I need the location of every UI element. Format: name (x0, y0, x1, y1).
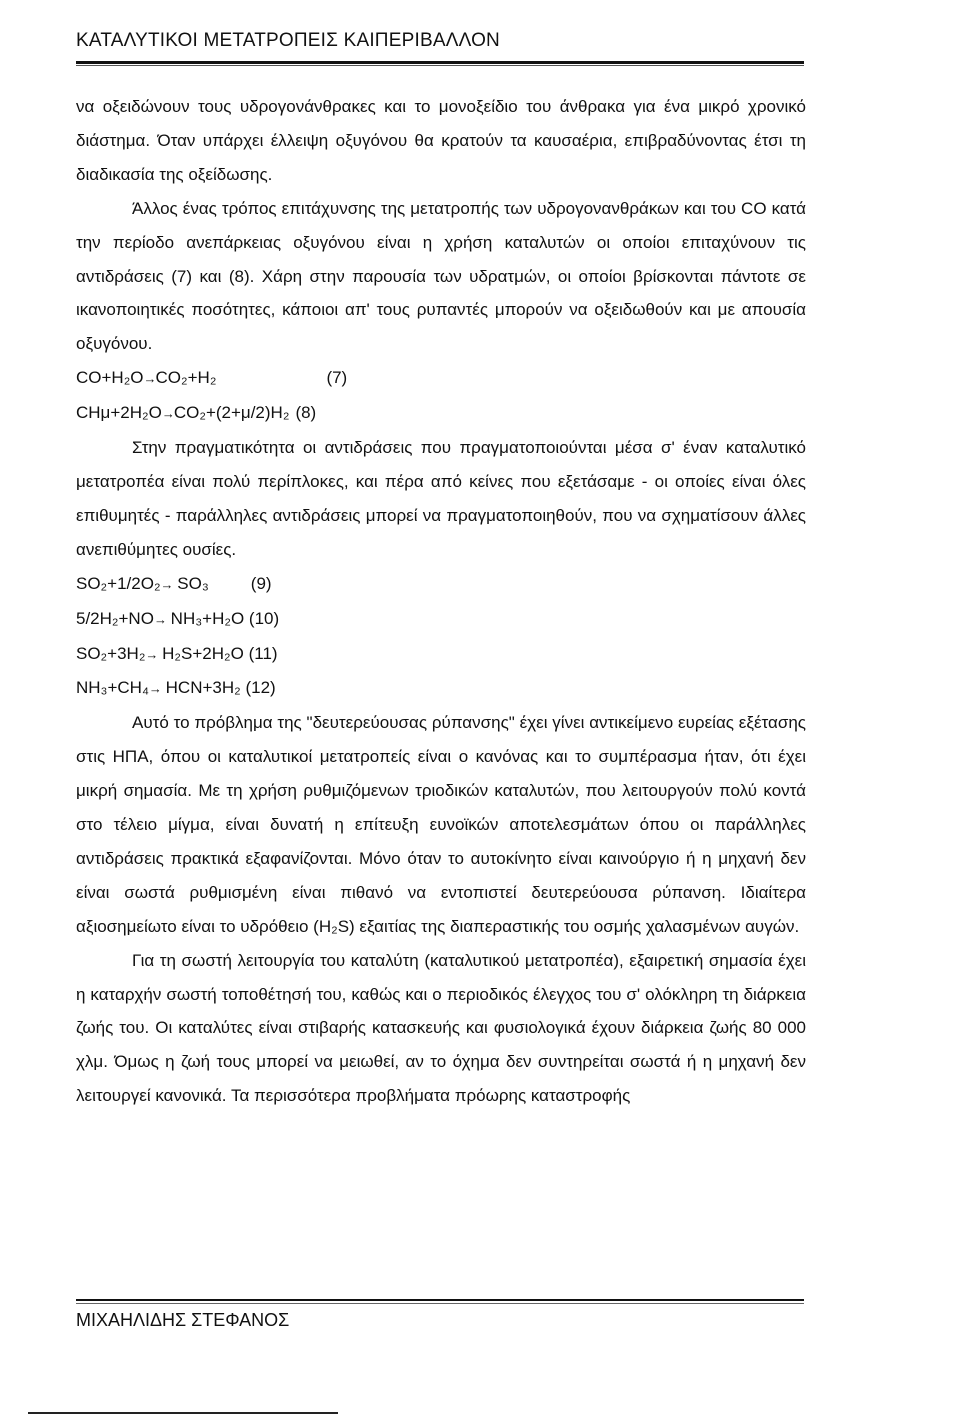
eq12-number: (12) (245, 678, 276, 698)
eq9-number: (9) (250, 573, 272, 593)
equation-9 (76, 567, 806, 602)
eq8-right: CO₂+(2+μ/2)H₂ (173, 403, 290, 423)
paragraph-4: Αυτό το πρόβλημα της "δευτερεύουσας ρύπανσης" έχει γίνει αντικείμενο ευρείας εξέτασης στις ΗΠΑ, όπου οι καταλυτικοί μετατροπείς είναι ο κανόνας και το συμπέρασμα ήταν, ότι έχει μικρή σημασία. Με τη χρήση ρυθμιζόμενων τριοδικών καταλυτών, που λειτουργούν πολύ κοντά στο τέλειο μίγμα, είναι δυνατή η επίτευξη ευνοϊκών αποτελεσμάτων όπου οι παράλληλες αντιδράσεις πρακτικά εξαφανίζονται. Μόνο όταν το αυτοκίνητο είναι καινούργιο ή η μηχανή δεν είναι σωστά ρυθμισμένη είναι πιθανό να εντοπιστεί δευτερεύουσα ρύπανση. Ιδιαίτερα αξιοσημείωτο είναι το υδρόθειο (H₂S) εξαιτίας της διαπεραστικής του οσμής χαλασμένων αυγών. (76, 713, 806, 936)
page-body (76, 90, 806, 1113)
eq9-arrow: → (160, 576, 173, 592)
eq11-right: H₂S+2H₂O (162, 643, 244, 663)
eq10-left: 5/2H₂+NO (76, 608, 154, 628)
header-rule-thin (76, 65, 804, 66)
eq8-arrow: → (161, 406, 174, 422)
paragraph-5: Για τη σωστή λειτουργία του καταλύτη (καταλυτικού μετατροπέα), εξαιρετική σημασία έχει η καταρχήν σωστή τοποθέτησή του, καθώς και ο περιοδικός έλεγχος του σ' ολόκληρη τη διάρκεια ζωής του. Οι καταλύτες είναι στιβαρής κατασκευής και φυσιολογικά έχουν διάρκεια ζωής 80 000 χλμ. Όμως η ζωή τους μπορεί να μειωθεί, αν το όχημα δεν συντηρείται σωστά ή η μηχανή δεν λειτουργεί κανονικά. Τα περισσότερα προβλήματα πρόωρης καταστροφής (76, 950, 806, 1106)
scan-edge-line (28, 1412, 338, 1414)
eq7-right: CO₂+H₂ (155, 368, 217, 388)
paragraph-2: Άλλος ένας τρόπος επιτάχυνσης της μετατροπής των υδρογονανθράκων και του CO κατά την περίοδο ανεπάρκειας οξυγόνου είναι η χρήση καταλυτών οι οποίοι επιταχύνουν τις αντιδράσεις (7) και (8). Χάρη στην παρουσία των υδρατμών, οι οποίοι βρίσκονται πάντοτε σε ικανοποιητικές ποσότητες, κάποιοι απ' τους ρυπαντές μπορούν να οξειδωθούν και με απουσία οξυγόνου. (76, 198, 806, 354)
eq10-right: NH₃+H₂O (170, 608, 245, 628)
paragraph-1: να οξειδώνουν τους υδρογονάνθρακες και το μονοξείδιο του άνθρακα για ένα μικρό χρονικό διάστημα. Όταν υπάρχει έλλειψη οξυγόνου θα κρατούν τα καυσαέρια, επιβραδύνοντας έτσι τη διαδικασία της οξείδωσης. (76, 97, 806, 184)
eq10-number: (10) (248, 608, 280, 628)
header-rule (76, 61, 804, 64)
eq7-left: CO+H₂O (76, 368, 144, 388)
eq11-arrow: → (145, 646, 158, 662)
eq12-right: HCN+3H₂ (165, 678, 241, 698)
running-footer-author: ΜΙΧΑΗΛΙΔΗΣ ΣΤΕΦΑΝΟΣ (76, 1310, 290, 1330)
equation-10 (76, 602, 806, 637)
eq8-number: (8) (295, 403, 317, 423)
eq12-left: NH₃+CH₄ (76, 678, 149, 698)
running-header: ΚΑΤΑΛΥΤΙΚΟΙ ΜΕΤΑΤΡΟΠΕΙΣ ΚΑΙΠΕΡΙΒΑΛΛΟΝ (76, 30, 500, 51)
eq10-arrow: → (153, 611, 166, 627)
eq12-arrow: → (148, 681, 161, 697)
footer-rule-thin (76, 1303, 804, 1304)
footer-rule (76, 1299, 804, 1301)
eq11-number: (11) (248, 643, 278, 663)
equation-12 (76, 671, 806, 706)
eq7-arrow: → (143, 371, 156, 387)
eq7-number: (7) (326, 368, 348, 388)
paragraph-3: Στην πραγματικότητα οι αντιδράσεις που πραγματοποιούνται μέσα σ' έναν καταλυτικό μετατροπέα είναι πολύ περίπλοκες, και πέρα από κείνες που εξετάσαμε - οι οποίες είναι όλες επιθυμητές - παράλληλες αντιδράσεις μπορεί να πραγματοποιηθούν, που να σχηματίσουν άλλες ανεπιθύμητες ουσίες. (76, 438, 806, 559)
eq9-left: SO₂+1/2O₂ (76, 573, 161, 593)
equation-7 (76, 361, 806, 396)
eq8-left: CHμ+2H₂O (76, 403, 162, 423)
eq11-left: SO₂+3H₂ (76, 643, 146, 663)
equation-8 (76, 396, 806, 431)
eq9-right: SO₃ (177, 573, 209, 593)
equation-11 (76, 637, 806, 672)
